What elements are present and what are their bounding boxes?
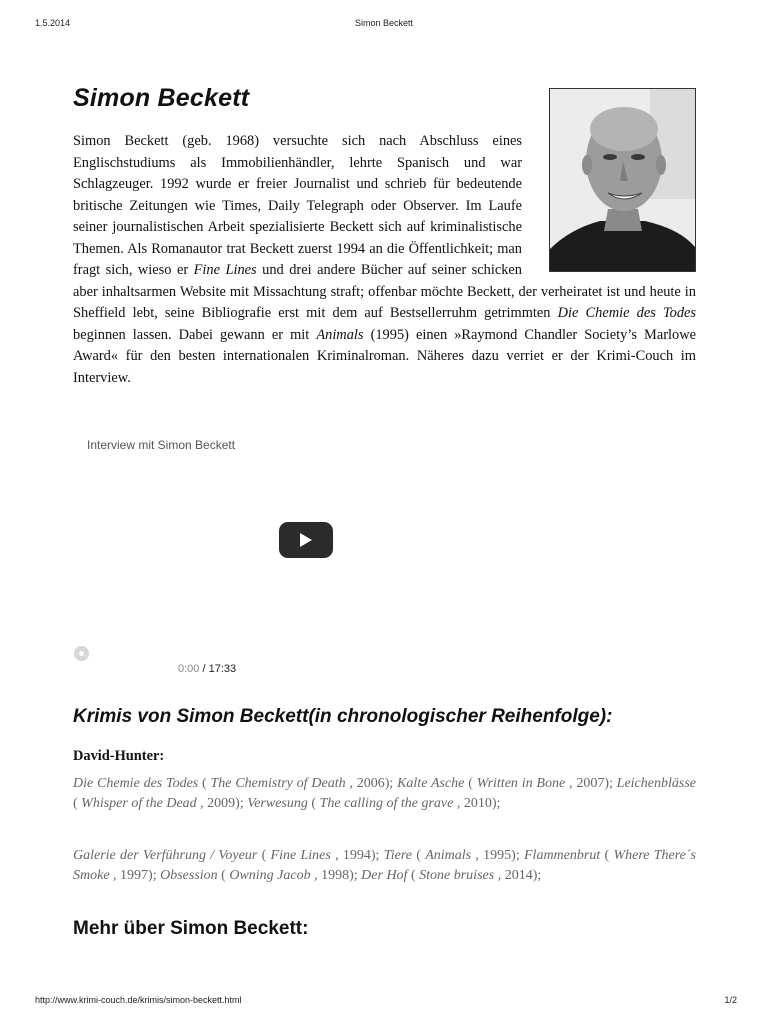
books-heading: Krimis von Simon Beckett(in chronologischer Reihenfolge): — [73, 706, 613, 727]
standalone-list: Galerie der Verführung / Voyeur ( Fine Lines , 1994); Tiere ( Animals , 1995); Flammenbrut ( Where There´s Smoke , 1997); Obsession ( Owning Jacob , 1998); Der Hof ( Stone bruises , 2014); — [73, 848, 696, 883]
page-title: Simon Beckett — [73, 84, 250, 112]
play-icon — [300, 533, 312, 547]
audio-player-title: Interview mit Simon Beckett — [87, 438, 236, 452]
book-link-chemie: Die Chemie des Todes — [557, 305, 696, 321]
current-time: 0:00 — [178, 663, 200, 675]
series-list: Die Chemie des Todes ( The Chemistry of Death , 2006); Kalte Asche ( Written in Bone , 2007); Leichenblässe ( Whisper of the Dead , 2009); Verwesung ( The calling of the grave , 2010); — [73, 776, 696, 811]
progress-scrubber[interactable] — [74, 646, 89, 661]
print-title: Simon Beckett — [354, 18, 414, 28]
book-link-fine-lines: Fine Lines — [193, 262, 257, 278]
play-button[interactable] — [279, 522, 333, 558]
book-link-animals: Animals — [316, 326, 364, 343]
print-date: 1.5.2014 — [35, 18, 71, 28]
series-title: David-Hunter: — [73, 748, 165, 764]
page-number: 1/2 — [724, 995, 737, 1005]
duration: 17:33 — [208, 663, 237, 675]
time-display: 0:00 / 17:33 — [178, 663, 237, 675]
bio-paragraph: Simon Beckett (geb. 1968) versuchte sich nach Abschluss eines Englischstudiums als Immobilienhändler, lehrte Spanisch und war Schlagzeuger. 1992 wurde er freier Journalist und schrieb für bedeutende britische Zeitungen wie Times, Daily Telegraph oder Observer. Im Laufe seiner journalistischen Arbeit spezialisierte Beckett sich auf kriminalistische Themen. Als Romanautor trat Beckett zuerst 1994 an die Öffentlichkeit; man fragt sich, wieso er Fine Lines und drei andere Bücher auf seiner schicken aber inhaltsarmen Website mit Missachtung straft; offenbar möchte Beckett, der verheiratet ist und heute in Sheffield lebt, seine Bibliografie erst mit dem auf Bestsellerruhm getrimmten Die Chemie des Todes beginnen lassen. Dabei gewann er mit Animals (1995) einen »Raymond Chandler Society’s Marlowe Award« für den besten internationalen Kriminalroman. Näheres dazu verriet er der Krimi-Couch im Interview. — [73, 133, 696, 386]
print-url: http://www.krimi-couch.de/krimis/simon-beckett.html — [35, 995, 242, 1005]
more-heading: Mehr über Simon Beckett: — [73, 918, 309, 939]
